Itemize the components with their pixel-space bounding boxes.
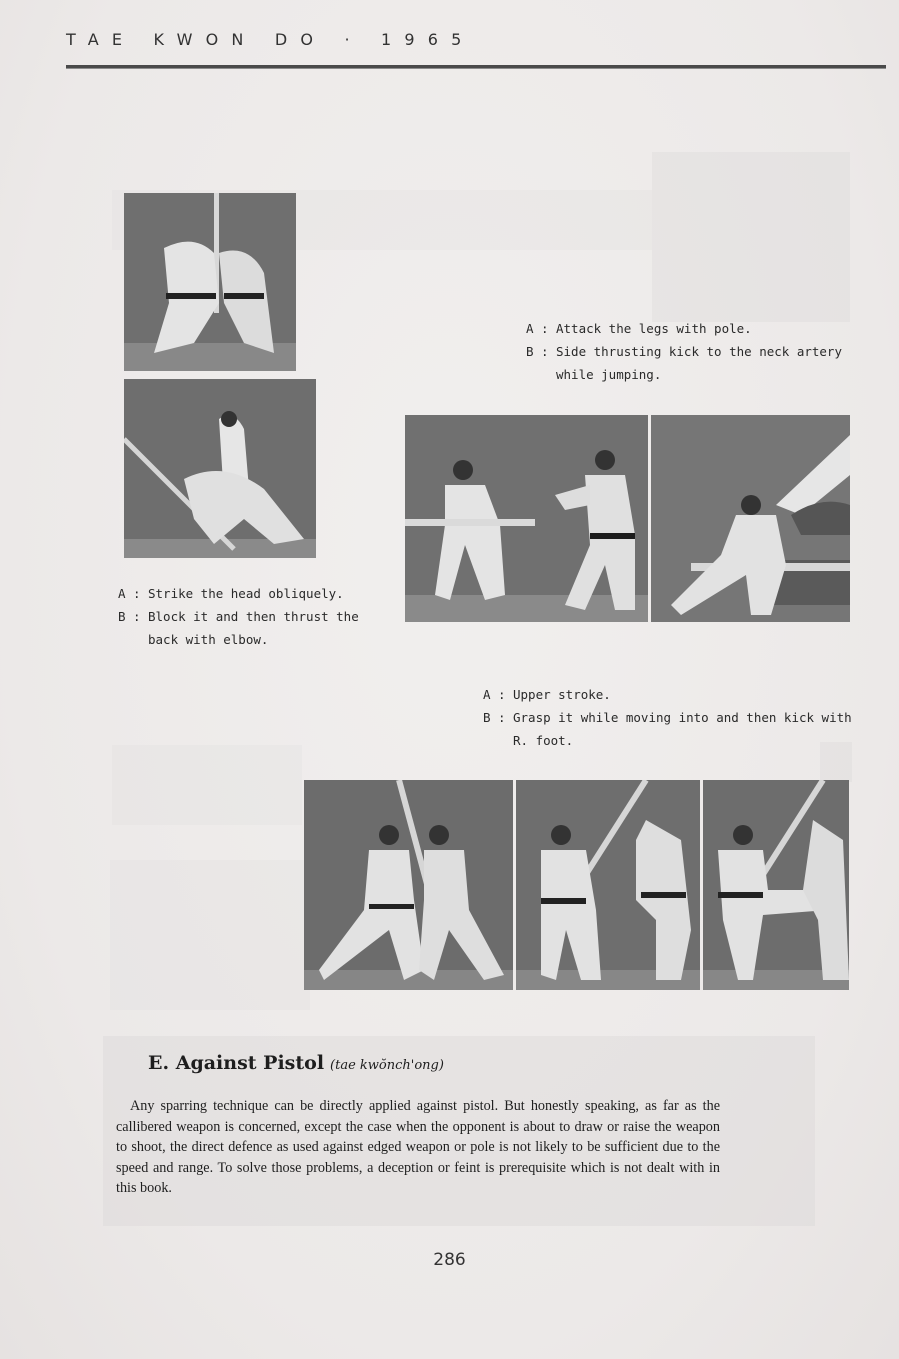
caption-group-1 (118, 582, 359, 651)
caption-text-a: Upper stroke. (513, 687, 611, 702)
running-head: TAE KWON DO · 1965 (66, 30, 475, 49)
photo-upper-stroke (304, 780, 513, 990)
photo-leg-attack (405, 415, 648, 622)
caption-label-b: B : (118, 609, 141, 624)
caption-label-b: B : (526, 344, 549, 359)
caption-label-a: A : (526, 321, 549, 336)
photo-right-foot-kick (703, 780, 849, 990)
header-rule (66, 65, 886, 68)
caption-text-b-cont: R. foot. (513, 733, 574, 748)
section-subtitle: (tae kwŏnch'ong) (330, 1058, 444, 1073)
caption-text-a: Strike the head obliquely. (148, 586, 344, 601)
bleed-through (110, 860, 310, 1010)
section-body: Any sparring technique can be directly applied against pistol. But honestly speaking, as far as the callibered weapon is concerned, except the case when the opponent is about to draw or raise the weapon to shoot, the direct defence as used against edged weapon or pole is not likely to be sufficient due to the speed and range. To solve those problems, a deception or feint is prerequisite which is not dealt with in this book. (116, 1098, 720, 1197)
caption-label-a: A : (483, 687, 506, 702)
caption-label-a: A : (118, 586, 141, 601)
section-title (148, 1052, 444, 1074)
photo-grasp-pole (516, 780, 700, 990)
caption-text-b: Grasp it while moving into and then kick with (513, 710, 852, 725)
bleed-through (112, 745, 302, 825)
caption-text-b-cont: back with elbow. (148, 632, 269, 647)
caption-label-b: B : (483, 710, 506, 725)
photo-oblique-strike (124, 379, 316, 558)
section-title-text: E. Against Pistol (148, 1052, 325, 1074)
photo-flying-kick (651, 415, 850, 622)
caption-text-b-cont: while jumping. (556, 367, 662, 382)
photo-pole-grapple (124, 193, 296, 371)
caption-text-b: Side thrusting kick to the neck artery (556, 344, 842, 359)
caption-group-2 (526, 317, 842, 386)
bleed-through (652, 152, 850, 322)
caption-group-3 (483, 683, 852, 752)
caption-text-b: Block it and then thrust the (148, 609, 359, 624)
page-number: 286 (433, 1250, 466, 1270)
caption-text-a: Attack the legs with pole. (556, 321, 752, 336)
